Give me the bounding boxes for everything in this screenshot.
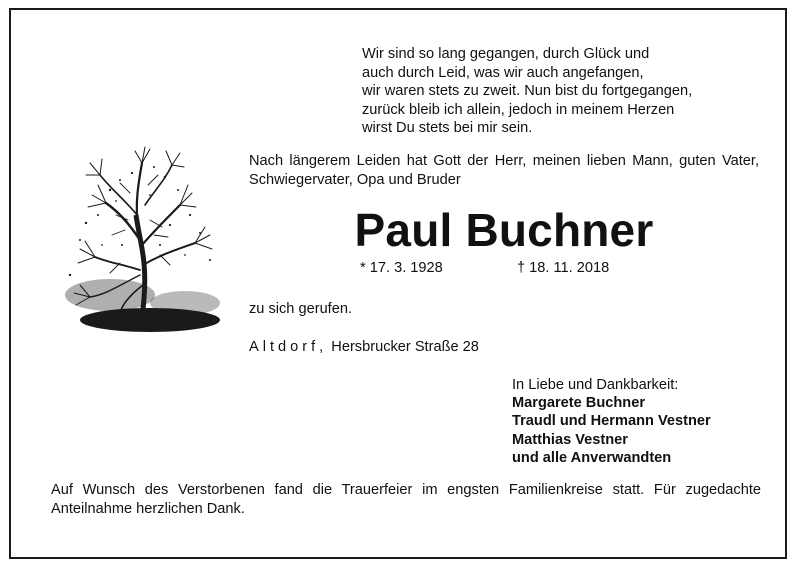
mourner-name: und alle Anverwandten (512, 449, 672, 466)
address-town: Altdorf, (249, 339, 328, 355)
deceased-name: Paul Buchner (354, 204, 654, 256)
poem-line: auch durch Leid, was wir auch angefangen, (362, 64, 644, 81)
poem-line: Wir sind so lang gegangen, durch Glück und (362, 46, 650, 62)
intro-text: Nach längerem Leiden hat Gott der Herr, meinen lieben Mann, guten Vater, Schwiegervater, Opa und Bruder (249, 153, 759, 188)
poem-line: wir waren stets zu zweit. Nun bist du fortgegangen, (362, 83, 693, 100)
mourner-name: Matthias Vestner (512, 431, 628, 448)
address (249, 339, 479, 355)
poem (362, 45, 762, 138)
poem-line: zurück bleib ich allein, jedoch in meinem Herzen (362, 101, 675, 118)
mourner-name: Margarete Buchner (512, 395, 646, 412)
address-street: Hersbrucker Straße 28 (331, 339, 479, 355)
mourners-block (512, 376, 711, 467)
death-date: † 18. 11. 2018 (517, 260, 610, 276)
birth-date: * 17. 3. 1928 (360, 260, 443, 276)
closing-text: Auf Wunsch des Verstorbenen fand die Trauerfeier im engsten Familienkreise statt. Für zugedachte Anteilnahme herzlichen Dank. (51, 482, 761, 517)
mourners-intro: In Liebe und Dankbarkeit: (512, 377, 679, 393)
poem-line: wirst Du stets bei mir sein. (362, 120, 533, 137)
mourner-name: Traudl und Hermann Vestner (512, 413, 711, 430)
called-text: zu sich gerufen. (249, 301, 353, 317)
tree-illustration (50, 145, 230, 340)
